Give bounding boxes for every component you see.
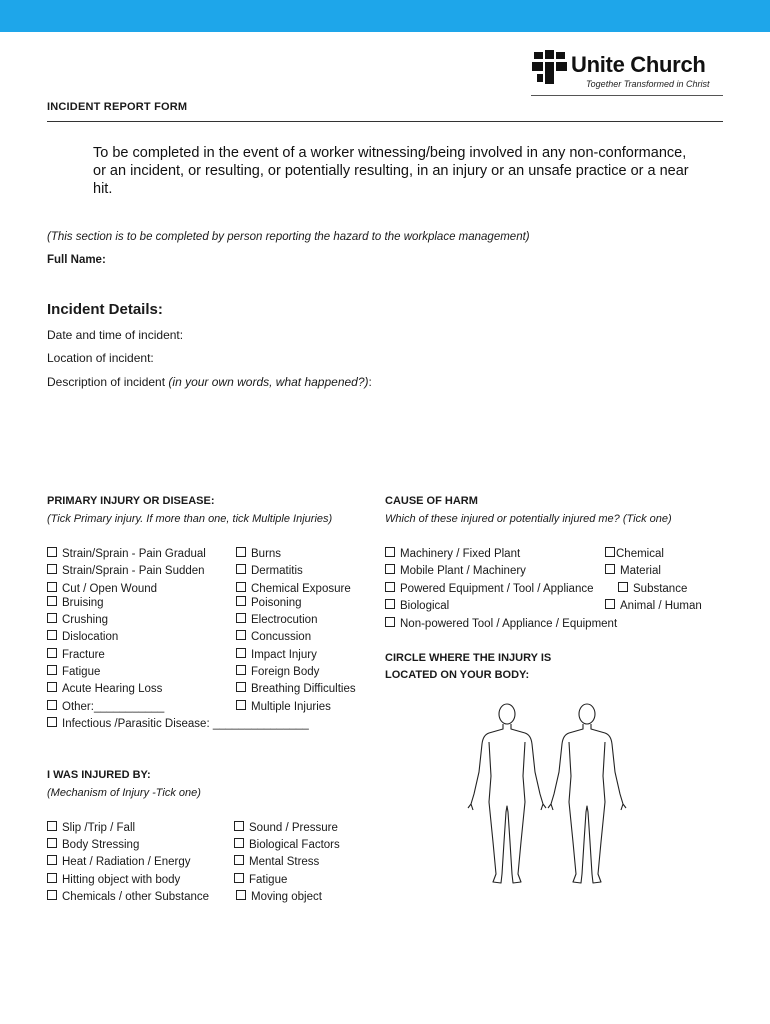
- checkbox-foreign-body[interactable]: [236, 665, 319, 679]
- intro-text: To be completed in the event of a worker witnessing/being involved in any non-conformance, or an incident, or resulting, or potentially resulting, in an injury or an unsafe practice or a near hit.: [93, 145, 689, 197]
- checkbox-label: Crushing: [62, 614, 109, 626]
- body-map-heading-1: CIRCLE WHERE THE INJURY IS: [385, 652, 552, 664]
- description-hint: (in your own words, what happened?): [168, 375, 369, 389]
- checkbox-dermatitis[interactable]: [236, 564, 303, 578]
- checkbox-breathing[interactable]: [236, 682, 356, 696]
- checkbox-icon[interactable]: [47, 890, 57, 900]
- section-note: (This section is to be completed by person reporting the hazard to the workplace management): [47, 231, 530, 243]
- checkbox-label: Mental Stress: [249, 856, 320, 868]
- checkbox-icon[interactable]: [47, 700, 57, 710]
- checkbox-body-stressing[interactable]: [47, 838, 139, 852]
- location-label: Location of incident:: [47, 351, 154, 365]
- checkbox-icon[interactable]: [605, 564, 615, 574]
- checkbox-multiple-injuries[interactable]: [236, 700, 331, 714]
- checkbox-label: Chemicals / other Substance: [62, 891, 210, 903]
- checkbox-label: Breathing Difficulties: [251, 683, 356, 695]
- checkbox-icon[interactable]: [385, 617, 395, 627]
- checkbox-heat-radiation[interactable]: [47, 855, 191, 869]
- checkbox-icon[interactable]: [47, 564, 57, 574]
- checkbox-label: Moving object: [251, 891, 322, 903]
- checkbox-slip-trip[interactable]: [47, 821, 135, 835]
- body-map-heading-2: LOCATED ON YOUR BODY:: [385, 669, 530, 681]
- checkbox-label: Foreign Body: [251, 666, 320, 678]
- checkbox-poisoning[interactable]: [236, 596, 302, 610]
- body-diagram[interactable]: [465, 702, 635, 890]
- checkbox-other[interactable]: [47, 700, 164, 714]
- injured-by-subheading: (Mechanism of Injury -Tick one): [47, 787, 201, 799]
- checkbox-icon[interactable]: [47, 630, 57, 640]
- checkbox-icon[interactable]: [236, 547, 246, 557]
- checkbox-crushing[interactable]: [47, 613, 108, 627]
- checkbox-icon[interactable]: [47, 613, 57, 623]
- checkbox-chemical-exposure[interactable]: [236, 582, 351, 596]
- checkbox-label: Strain/Sprain - Pain Gradual: [62, 548, 206, 560]
- checkbox-biological-factors[interactable]: [234, 838, 340, 852]
- checkbox-label: Concussion: [251, 631, 312, 643]
- checkbox-label: Animal / Human: [620, 600, 702, 612]
- checkbox-icon[interactable]: [236, 700, 246, 710]
- checkbox-label: Chemical Exposure: [251, 583, 351, 595]
- checkbox-icon[interactable]: [385, 547, 395, 557]
- checkbox-icon[interactable]: [236, 890, 246, 900]
- checkbox-dislocation[interactable]: [47, 630, 118, 644]
- checkbox-icon[interactable]: [385, 564, 395, 574]
- cause-of-harm-subheading: Which of these injured or potentially injured me? (Tick one): [385, 513, 672, 525]
- incident-details-heading: Incident Details:: [47, 301, 163, 318]
- checkbox-icon[interactable]: [234, 855, 244, 865]
- checkbox-icon[interactable]: [236, 682, 246, 692]
- description-label: [47, 375, 372, 389]
- checkbox-substance[interactable]: [618, 582, 687, 596]
- checkbox-label: Slip /Trip / Fall: [62, 822, 136, 834]
- checkbox-label: Body Stressing: [62, 839, 140, 851]
- checkbox-label: Fatigue: [249, 874, 288, 886]
- checkbox-mental-stress[interactable]: [234, 855, 319, 869]
- checkbox-fracture[interactable]: [47, 648, 105, 662]
- checkbox-powered-equipment[interactable]: [385, 582, 594, 596]
- checkbox-non-powered-tool[interactable]: [385, 617, 617, 631]
- checkbox-electrocution[interactable]: [236, 613, 317, 627]
- checkbox-icon[interactable]: [605, 599, 615, 609]
- checkbox-icon[interactable]: [385, 582, 395, 592]
- checkbox-label: Hitting object with body: [62, 874, 181, 886]
- full-name-label: Full Name:: [47, 254, 106, 266]
- checkbox-animal-human[interactable]: [605, 599, 702, 613]
- brand-name: Unite Church: [571, 52, 706, 77]
- checkbox-icon[interactable]: [47, 717, 57, 727]
- checkbox-icon[interactable]: [47, 821, 57, 831]
- brand-tagline: Together Transformed in Christ: [586, 79, 710, 89]
- checkbox-icon[interactable]: [47, 582, 57, 592]
- checkbox-label: Bruising: [62, 597, 104, 609]
- checkbox-icon[interactable]: [385, 599, 395, 609]
- checkbox-icon[interactable]: [47, 547, 57, 557]
- checkbox-icon[interactable]: [234, 821, 244, 831]
- checkbox-strain-gradual[interactable]: [47, 547, 206, 561]
- checkbox-moving-object[interactable]: [236, 890, 322, 904]
- checkbox-label: Strain/Sprain - Pain Sudden: [62, 565, 205, 577]
- checkbox-icon[interactable]: [47, 596, 57, 606]
- checkbox-label: Heat / Radiation / Energy: [62, 856, 191, 868]
- checkbox-icon[interactable]: [618, 582, 628, 592]
- checkbox-hitting-object[interactable]: [47, 873, 180, 887]
- checkbox-label: Multiple Injuries: [251, 701, 331, 713]
- checkbox-label: Chemical: [616, 548, 664, 560]
- checkbox-label: Impact Injury: [251, 649, 317, 661]
- checkbox-chemicals-substance[interactable]: [47, 890, 209, 904]
- checkbox-icon[interactable]: [236, 582, 246, 592]
- checkbox-concussion[interactable]: [236, 630, 311, 644]
- checkbox-label: Infectious /Parasitic Disease: _______________: [62, 718, 309, 730]
- checkbox-label: Material: [620, 565, 661, 577]
- checkbox-hearing-loss[interactable]: [47, 682, 162, 696]
- checkbox-sound-pressure[interactable]: [234, 821, 338, 835]
- checkbox-label: Electrocution: [251, 614, 318, 626]
- checkbox-mobile-plant[interactable]: [385, 564, 526, 578]
- checkbox-bruising[interactable]: [47, 596, 104, 610]
- checkbox-icon[interactable]: [236, 564, 246, 574]
- checkbox-label: Mobile Plant / Machinery: [400, 565, 526, 577]
- checkbox-chemical[interactable]: [605, 547, 664, 561]
- cause-of-harm-heading: CAUSE OF HARM: [385, 495, 478, 507]
- checkbox-label: Fatigue: [62, 666, 101, 678]
- checkbox-icon[interactable]: [47, 873, 57, 883]
- checkbox-cut-wound[interactable]: [47, 582, 157, 596]
- injured-by-heading: I WAS INJURED BY:: [47, 769, 151, 781]
- checkbox-impact-injury[interactable]: [236, 648, 317, 662]
- checkbox-label: Powered Equipment / Tool / Appliance: [400, 583, 594, 595]
- checkbox-label: Acute Hearing Loss: [62, 683, 163, 695]
- checkbox-icon[interactable]: [234, 873, 244, 883]
- checkbox-label: Non-powered Tool / Appliance / Equipment: [400, 618, 618, 630]
- checkbox-icon[interactable]: [236, 630, 246, 640]
- checkbox-label: Substance: [633, 583, 688, 595]
- checkbox-label: Machinery / Fixed Plant: [400, 548, 521, 560]
- church-logo-icon: [531, 49, 569, 87]
- checkbox-label: Biological Factors: [249, 839, 340, 851]
- checkbox-icon[interactable]: [236, 613, 246, 623]
- checkbox-label: Burns: [251, 548, 282, 560]
- checkbox-icon[interactable]: [236, 596, 246, 606]
- date-time-label: Date and time of incident:: [47, 328, 184, 342]
- checkbox-icon[interactable]: [236, 665, 246, 675]
- checkbox-label: Dislocation: [62, 631, 119, 643]
- checkbox-fatigue-mech[interactable]: [234, 873, 287, 887]
- checkbox-burns[interactable]: [236, 547, 281, 561]
- form-title: INCIDENT REPORT FORM: [47, 101, 188, 113]
- description-label-text: Description of incident: [47, 375, 169, 389]
- title-divider: [47, 121, 723, 122]
- checkbox-label: Fracture: [62, 649, 105, 661]
- primary-injury-subheading: (Tick Primary injury. If more than one, tick Multiple Injuries): [47, 513, 333, 525]
- checkbox-label: Dermatitis: [251, 565, 303, 577]
- checkbox-label: Cut / Open Wound: [62, 583, 158, 595]
- primary-injury-heading: PRIMARY INJURY OR DISEASE:: [47, 495, 215, 507]
- checkbox-label: Poisoning: [251, 597, 302, 609]
- checkbox-icon[interactable]: [236, 648, 246, 658]
- checkbox-fatigue[interactable]: [47, 665, 100, 679]
- description-colon: :: [368, 375, 372, 389]
- checkbox-label: Biological: [400, 600, 450, 612]
- checkbox-material[interactable]: [605, 564, 661, 578]
- top-banner: [0, 0, 770, 32]
- checkbox-icon[interactable]: [47, 855, 57, 865]
- checkbox-icon[interactable]: [47, 838, 57, 848]
- checkbox-strain-sudden[interactable]: [47, 564, 205, 578]
- checkbox-label: Sound / Pressure: [249, 822, 338, 834]
- checkbox-icon[interactable]: [47, 665, 57, 675]
- checkbox-fixed-plant[interactable]: [385, 547, 520, 561]
- checkbox-icon[interactable]: [605, 547, 615, 557]
- checkbox-icon[interactable]: [47, 648, 57, 658]
- checkbox-biological[interactable]: [385, 599, 449, 613]
- checkbox-icon[interactable]: [47, 682, 57, 692]
- logo-divider: [531, 95, 723, 96]
- checkbox-infectious[interactable]: [47, 717, 309, 731]
- checkbox-icon[interactable]: [234, 838, 244, 848]
- checkbox-label: Other:___________: [62, 701, 165, 713]
